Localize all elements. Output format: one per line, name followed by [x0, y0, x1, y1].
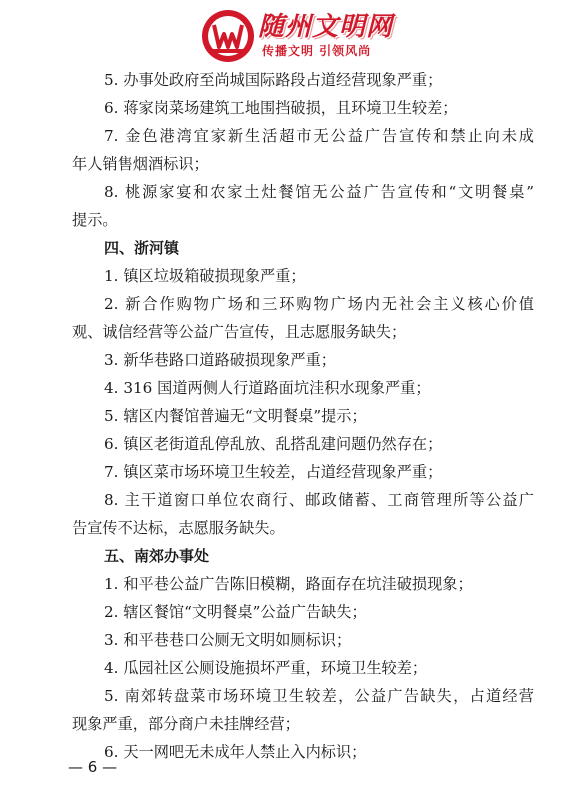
text-line: 提示。	[72, 211, 118, 229]
text-line: 6. 镇区老街道乱停乱放、乱搭乱建问题仍然存在；	[104, 435, 443, 453]
text-line: 8. 桃源家宴和农家土灶餐馆无公益广告宣传和“文明餐桌”	[104, 183, 534, 201]
text-line: 2. 辖区餐馆“文明餐桌”公益广告缺失；	[104, 603, 367, 621]
wm-logo-icon	[200, 8, 256, 64]
text-line: 6. 蒋家岗菜场建筑工地围挡破损，且环境卫生较差；	[104, 99, 458, 117]
text-line: 3. 新华巷路口道路破损现象严重；	[104, 351, 336, 369]
text-line: 年人销售烟酒标识；	[72, 155, 209, 173]
text-line: 8. 主干道窗口单位农商行、邮政储蓄、工商管理所等公益广	[104, 491, 534, 509]
section-heading: 四、浙河镇	[104, 239, 180, 257]
watermark-site-name: 随州文明网	[258, 12, 394, 42]
text-line: 2. 新合作购物广场和三环购物广场内无社会主义核心价值	[104, 295, 534, 313]
text-line: 7. 镇区菜市场环境卫生较差，占道经营现象严重；	[104, 463, 443, 481]
text-line: 告宣传不达标，志愿服务缺失。	[72, 519, 285, 537]
text-line: 5. 辖区内餐馆普遍无“文明餐桌”提示；	[104, 407, 367, 425]
page-number: — 6 —	[68, 758, 118, 776]
text-line: 4. 瓜园社区公厕设施损坏严重，环境卫生较差；	[104, 659, 428, 677]
text-line: 6. 天一网吧无未成年人禁止入内标识；	[104, 743, 367, 761]
section-heading: 五、南郊办事处	[104, 547, 210, 565]
text-line: 4. 316 国道两侧人行道路面坑洼积水现象严重；	[104, 379, 431, 397]
text-line: 观、诚信经营等公益广告宣传，且志愿服务缺失；	[72, 323, 407, 341]
text-line: 现象严重，部分商户未挂牌经营；	[72, 715, 300, 733]
text-line: 7. 金色港湾宜家新生活超市无公益广告宣传和禁止向未成	[104, 127, 534, 145]
text-line: 3. 和平巷巷口公厕无文明如厕标识；	[104, 631, 352, 649]
text-line: 5. 南郊转盘菜市场环境卫生较差，公益广告缺失，占道经营	[104, 687, 534, 705]
text-line: 5. 办事处政府至尚城国际路段占道经营现象严重；	[104, 71, 443, 89]
text-line: 1. 镇区垃圾箱破损现象严重；	[104, 267, 306, 285]
text-line: 1. 和平巷公益广告陈旧模糊，路面存在坑洼破损现象；	[104, 575, 473, 593]
site-watermark	[0, 0, 581, 70]
watermark-slogan: 传播文明 引领风尚	[262, 44, 372, 58]
